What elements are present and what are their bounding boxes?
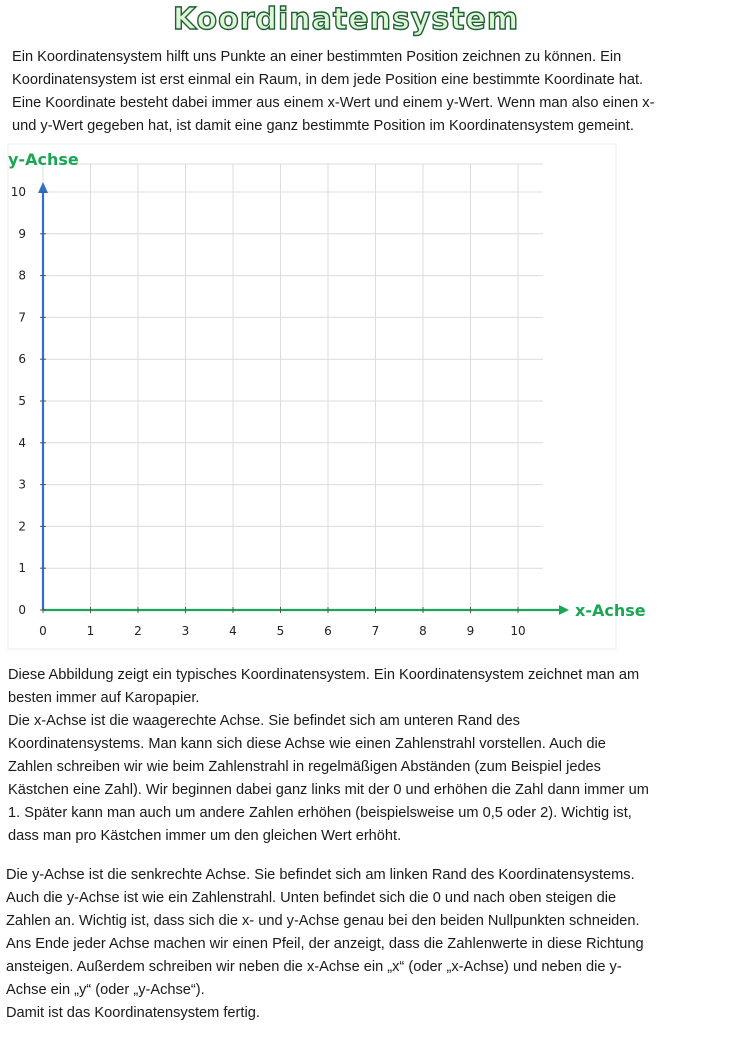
x-axis-explanation-paragraph: [8, 664, 649, 848]
x-tick-label: 2: [134, 624, 142, 638]
y-tick-label: 9: [18, 226, 26, 241]
text-line: Diese Abbildung zeigt ein typisches Koordinatensystem. Ein Koordinatensystem zeichnet man am: [8, 667, 640, 683]
text-line: Koordinatensystem ist erst einmal ein Raum, in dem jede Position eine bestimmte Koordinate hat.: [12, 72, 644, 88]
y-tick-label: 3: [18, 477, 26, 492]
text-line: Achse ein „y“ (oder „y-Achse“).: [6, 982, 205, 998]
coordinate-system-chart: [0, 142, 750, 652]
text-line: besten immer auf Karopapier.: [8, 690, 200, 706]
chart-axes: [38, 182, 569, 615]
text-line: Ans Ende jeder Achse machen wir einen Pfeil, der anzeigt, dass die Zahlenwerte in diese Richtung: [6, 936, 644, 952]
y-tick-label: 4: [18, 435, 26, 450]
chart-frame: [8, 144, 616, 649]
text-line: dass man pro Kästchen immer um den gleichen Wert erhöht.: [8, 828, 402, 844]
text-line: Ein Koordinatensystem hilft uns Punkte an einer bestimmten Position zeichnen zu können. Ein: [12, 49, 622, 65]
text-line: Die x-Achse ist die waagerechte Achse. Sie befindet sich am unteren Rand des: [8, 713, 520, 729]
text-line: und y-Wert gegeben hat, ist damit eine ganz bestimmte Position im Koordinatensystem gemeint.: [12, 118, 634, 134]
text-line: Eine Koordinate besteht dabei immer aus einem x-Wert und einem y-Wert. Wenn man also einen x-: [12, 95, 655, 111]
y-tick-label: 7: [18, 310, 26, 325]
x-tick-label: 8: [419, 624, 427, 638]
x-tick-label: 10: [510, 624, 526, 638]
text-line: Damit ist das Koordinatensystem fertig.: [6, 1005, 260, 1021]
page-title: Koordinatensystem: [172, 2, 520, 37]
x-tick-label: 1: [86, 624, 95, 638]
text-line: Kästchen eine Zahl). Wir beginnen dabei ganz links mit der 0 und erhöhen die Zahl dann immer um: [8, 782, 649, 798]
y-tick-label: 0: [18, 603, 26, 617]
y-axis-arrow: [38, 182, 48, 193]
intro-paragraph: [12, 46, 654, 138]
x-tick-label: 7: [371, 624, 380, 638]
x-tick-label: 5: [276, 624, 285, 638]
x-tick-label: 3: [181, 624, 190, 638]
x-axis-label: x-Achse: [575, 601, 646, 620]
y-tick-label: 5: [18, 394, 26, 408]
y-tick-label: 6: [18, 352, 26, 367]
x-tick-label: 4: [229, 624, 237, 638]
y-axis-explanation-paragraph: [6, 864, 644, 1025]
y-tick-label: 10: [10, 185, 26, 199]
y-tick-label: 1: [18, 561, 26, 576]
x-axis-arrow: [559, 605, 569, 615]
chart-ticks: [11, 185, 526, 638]
x-tick-label: 9: [466, 624, 475, 638]
text-line: Zahlen schreiben wir wie beim Zahlenstrahl in regelmäßigen Abständen (zum Beispiel jedes: [8, 759, 601, 775]
y-axis-label: y-Achse: [8, 150, 79, 169]
y-tick-label: 8: [18, 268, 26, 283]
y-tick-label: 2: [18, 519, 26, 534]
x-tick-label: 0: [39, 624, 47, 638]
chart-grid: [8, 144, 616, 649]
text-line: ansteigen. Außerdem schreiben wir neben die x-Achse ein „x“ (oder „x-Achse) und neben die y-: [6, 959, 622, 975]
text-line: 1. Später kann man auch um andere Zahlen erhöhen (beispielsweise um 0,5 oder 2). Wichtig ist,: [8, 805, 632, 821]
text-line: Auch die y-Achse ist wie ein Zahlenstrahl. Unten befindet sich die 0 und nach oben steigen die: [6, 890, 617, 906]
text-line: Zahlen an. Wichtig ist, dass sich die x- und y-Achse genau bei den beiden Nullpunkten schneiden.: [6, 913, 640, 929]
x-tick-label: 6: [324, 624, 332, 638]
text-line: Die y-Achse ist die senkrechte Achse. Sie befindet sich am linken Rand des Koordinatensystems.: [6, 867, 635, 883]
text-line: Koordinatensystems. Man kann sich diese Achse wie einen Zahlenstrahl vorstellen. Auch die: [8, 736, 606, 752]
